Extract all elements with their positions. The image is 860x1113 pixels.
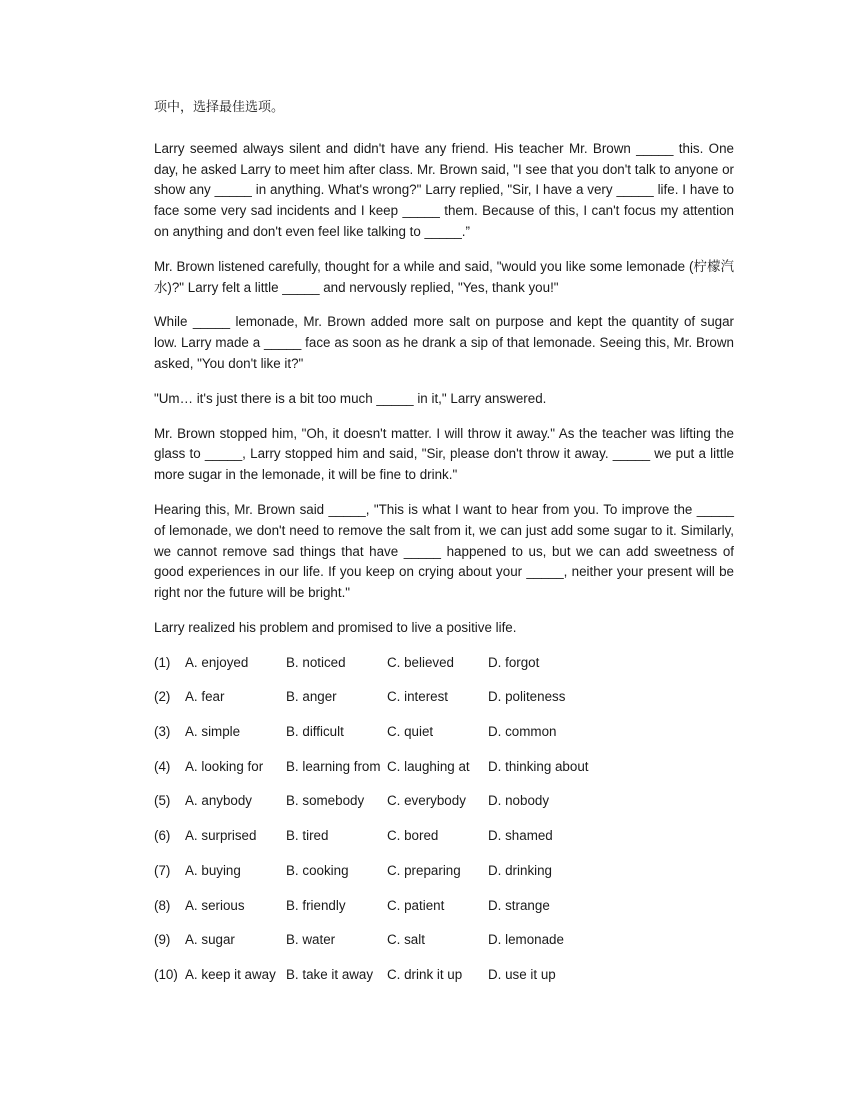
option-a: A. looking for xyxy=(185,758,264,774)
question-number: (8) xyxy=(154,897,171,913)
option-c: C. believed xyxy=(387,654,454,670)
option-a: A. surprised xyxy=(185,828,257,844)
option-a: A. buying xyxy=(185,862,241,878)
question-row xyxy=(154,791,734,812)
option-b: B. difficult xyxy=(286,724,344,740)
option-c: C. patient xyxy=(387,897,445,913)
option-c: C. drink it up xyxy=(387,966,463,982)
question-row xyxy=(154,757,734,778)
option-b: B. take it away xyxy=(286,966,374,982)
option-b: B. tired xyxy=(286,828,329,844)
option-d: D. nobody xyxy=(488,793,550,809)
passage-paragraph: "Um… it's just there is a bit too much _____ in it," Larry answered. xyxy=(154,390,547,406)
option-b: B. cooking xyxy=(286,862,349,878)
question-row xyxy=(154,722,734,743)
option-c: C. bored xyxy=(387,828,439,844)
option-c: C. salt xyxy=(387,932,425,948)
question-number: (7) xyxy=(154,862,171,878)
question-row xyxy=(154,861,734,882)
option-a: A. sugar xyxy=(185,932,235,948)
option-d: D. drinking xyxy=(488,862,553,878)
passage xyxy=(154,139,734,639)
passage-paragraph: Mr. Brown listened carefully, thought for a while and said, "would you like some lemonade (柠檬汽水)?" Larry felt a little _____ and nervously replied, "Yes, thank you!" xyxy=(154,258,734,295)
instruction-text: 项中，选择最佳选项。 xyxy=(154,100,285,115)
question-row xyxy=(154,826,734,847)
passage-paragraph: Larry realized his problem and promised to live a positive life. xyxy=(154,619,517,635)
question-number: (6) xyxy=(154,828,171,844)
option-b: B. learning from xyxy=(286,758,381,774)
option-c: C. interest xyxy=(387,689,449,705)
option-d: D. strange xyxy=(488,897,550,913)
option-a: A. serious xyxy=(185,897,245,913)
option-a: A. keep it away xyxy=(185,966,276,982)
passage-paragraph: Hearing this, Mr. Brown said _____, "This is what I want to hear from you. To improve the _____ of lemonade, we don't need to remove the salt from it, we can just add some sugar to it. Similarly, we cannot remove sad things that have _____ happened to us, but we can add sweetness of good experiences in our life. If you keep on crying about your _____, neither your present will be right nor the future will be bright." xyxy=(154,501,734,601)
option-d: D. forgot xyxy=(488,654,540,670)
option-b: B. noticed xyxy=(286,654,346,670)
option-d: D. politeness xyxy=(488,689,566,705)
question-number: (10) xyxy=(154,966,178,982)
option-c: C. preparing xyxy=(387,862,461,878)
document-content xyxy=(154,98,734,1000)
passage-paragraph: While _____ lemonade, Mr. Brown added more salt on purpose and kept the quantity of sugar low. Larry made a _____ face as soon as he drank a sip of that lemonade. Seeing this, Mr. Brown asked, "You don't like it?" xyxy=(154,314,734,371)
question-number: (3) xyxy=(154,724,171,740)
question-row xyxy=(154,930,734,951)
option-d: D. use it up xyxy=(488,966,556,982)
option-b: B. anger xyxy=(286,689,337,705)
question-number: (2) xyxy=(154,689,171,705)
question-row xyxy=(154,965,734,986)
question-row xyxy=(154,687,734,708)
option-a: A. enjoyed xyxy=(185,654,249,670)
option-a: A. fear xyxy=(185,689,225,705)
option-d: D. shamed xyxy=(488,828,553,844)
option-a: A. anybody xyxy=(185,793,252,809)
passage-paragraph: Mr. Brown stopped him, "Oh, it doesn't matter. I will throw it away." As the teacher was lifting the glass to _____, Larry stopped him and said, "Sir, please don't throw it away. _____ we put a little more sugar in the lemonade, it will be fine to drink." xyxy=(154,425,734,483)
passage-paragraph: Larry seemed always silent and didn't have any friend. His teacher Mr. Brown _____ this. One day, he asked Larry to meet him after class. Mr. Brown said, "I see that you don't talk to anyone or show any _____ in anything. What's wrong?" Larry replied, "Sir, I have a very _____ life. I have to face some very sad incidents and I keep _____ them. Because of this, I can't focus my attention on anything and don't even feel like talking to _____.” xyxy=(154,140,734,239)
option-d: D. common xyxy=(488,724,557,740)
option-c: C. quiet xyxy=(387,724,434,740)
option-b: B. somebody xyxy=(286,793,365,809)
question-number: (9) xyxy=(154,932,171,948)
option-a: A. simple xyxy=(185,724,241,740)
option-d: D. thinking about xyxy=(488,758,589,774)
question-number: (5) xyxy=(154,793,171,809)
question-row xyxy=(154,896,734,917)
question-number: (1) xyxy=(154,654,171,670)
option-d: D. lemonade xyxy=(488,932,564,948)
option-c: C. laughing at xyxy=(387,758,470,774)
option-b: B. friendly xyxy=(286,897,346,913)
question-row xyxy=(154,653,734,674)
question-number: (4) xyxy=(154,758,171,774)
option-b: B. water xyxy=(286,932,336,948)
question-options-list xyxy=(154,653,734,986)
option-c: C. everybody xyxy=(387,793,466,809)
